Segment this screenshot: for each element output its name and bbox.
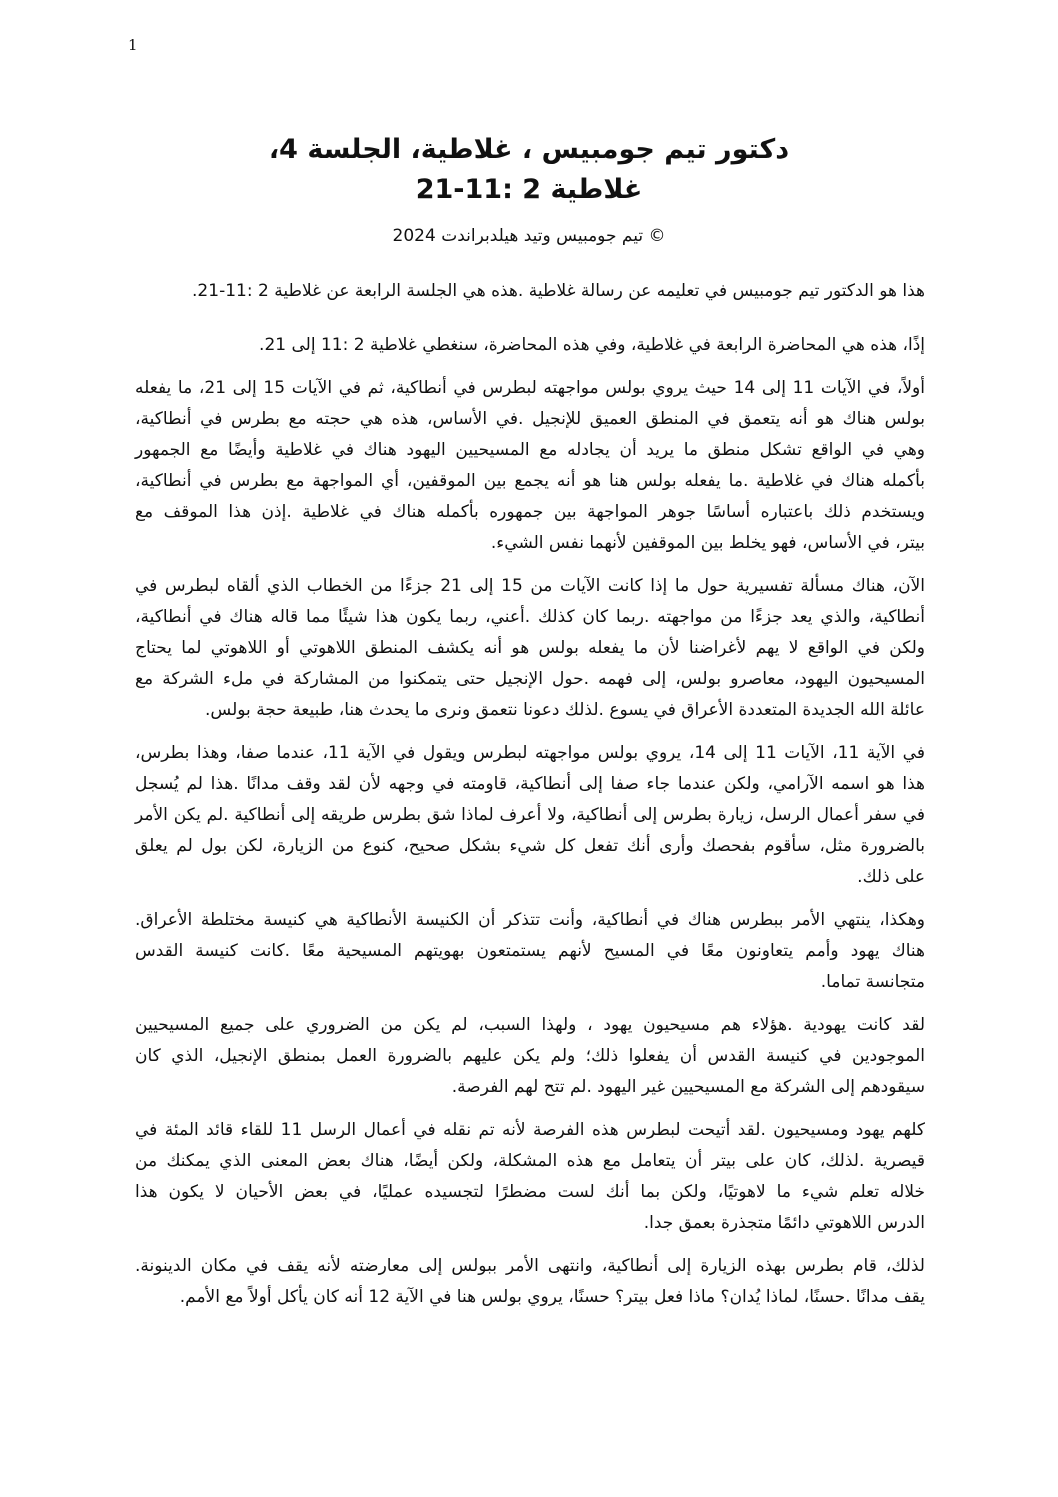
text-line: .الدرس اللاهوتي دائمًا متجذرة بعمق جدا (643, 1213, 925, 1233)
title-line: غلاطية 2 :11-21 (415, 174, 643, 205)
text-line: وهي في الواقع تشكل منطق ما يريد أن يجادله مع المسيحيين اليهود هناك في غلاطية وأيضًا مع الجمهور (135, 440, 925, 460)
text-line: ،في الآية 11، الآيات 11 إلى 14، يروي بولس مواجهته لبطرس ويقول في الآية 11، عندما صفا، وهذا بطرس (135, 743, 925, 763)
text-line: ،بأكمله هناك في غلاطية .ما يفعله بولس هنا هو أنه يجمع بين الموقفين، أي المواجهة مع بطرس في أنطاكية (135, 471, 925, 491)
text-line: ،بولس هناك هو أنه يتعمق في المنطق العميق للإنجيل .في الأساس، هذه هي حجته مع بطرس في أنطاكية (135, 409, 925, 429)
document-title (0, 130, 1058, 210)
text-line: .على ذلك (857, 867, 925, 887)
text-line: المسيحيون اليهود، معاصرو بولس، إلى فهمه .حول الإنجيل حتى يتمكنوا من المشاركة في ملء الشركة مع (135, 669, 925, 689)
text-line: في سفر أعمال الرسل، زيارة بطرس إلى أنطاكية، ولا أعرف لماذا شق بطرس طريقه إلى أنطاكية .لم يكن الأمر (135, 805, 925, 825)
copyright-subtitle: تيم جومبيس وتيد هيلدبراندت 2024 © (392, 226, 666, 246)
text-line: الموجودين في كنيسة القدس أن يفعلوا ذلك؛ ولم يكن عليهم بالضرورة العمل بمنطق الإنجيل، الذي كان (135, 1046, 925, 1066)
text-line: .هذا هو الدكتور تيم جومبيس في تعليمه عن رسالة غلاطية .هذه هي الجلسة الرابعة عن غلاطية 2 :11-21 (192, 281, 925, 301)
paragraph (135, 905, 925, 998)
paragraph (135, 330, 925, 361)
text-line: هناك يهود وأمم يتعاونون معًا في المسيح لأنهم يستمتعون بهويتهم المسيحية معًا .كانت كنيسة القدس (135, 941, 925, 961)
document-body (135, 276, 925, 1313)
text-line: ولكن في الواقع لا يهم لأغراضنا لأن ما يفعله بولس هو أنه يكشف المنطق اللاهوتي أو اللاهوتي لما يحتاج (135, 638, 925, 658)
text-line: .يقف مدانًا .حسنًا، لماذا يُدان؟ ماذا فعل بيتر؟ حسنًا، يروي بولس هنا في الآية 12 أنه كان يأكل أولاً مع الأمم (179, 1287, 925, 1307)
text-line: هذا هو اسمه الآرامي، ولكن عندما جاء صفا إلى أنطاكية، قاومته في وجهه لأن لقد وقف مدانًا .هذا لم يُسجل (135, 774, 925, 794)
text-line: .لذلك، قام بطرس بهذه الزيارة إلى أنطاكية، وانتهى الأمر ببولس إلى معارضته لأنه يقف في مكان الدينونة (135, 1256, 925, 1276)
text-line: أولاً، في الآيات 11 إلى 14 حيث يروي بولس مواجهته لبطرس في أنطاكية، ثم في الآيات 15 إلى 21، ما يفعله (135, 378, 925, 398)
page-number: 1 (128, 36, 138, 54)
paragraph (135, 1251, 925, 1313)
text-line: ويستخدم ذلك باعتباره أساسًا جوهر المواجهة بين جمهوره بأكمله هناك في غلاطية .إذن هذا الموقف مع (135, 502, 925, 522)
text-line: خلاله تعلم شيء ما لاهوتيًا، ولكن بما أنك لست مضطرًا لتجسيده عمليًا، في بعض الأحيان لا يكون هذا (135, 1182, 925, 1202)
text-line: كلهم يهود ومسيحيون .لقد أتيحت لبطرس هذه الفرصة لأنه تم نقله في أعمال الرسل 11 للقاء قائد المئة في (135, 1120, 925, 1140)
text-line: بالضرورة مثل، سأقوم بفحصك وأرى أنك تفعل كل شيء بشكل صحيح، كنوع من الزيارة، لكن بول لم يعلق (135, 836, 925, 856)
text-line: .سيقودهم إلى الشركة مع المسيحيين غير اليهود .لم تتح لهم الفرصة (451, 1077, 925, 1097)
text-line: .إذًا، هذه هي المحاضرة الرابعة في غلاطية، وفي هذه المحاضرة، سنغطي غلاطية 2 :11 إلى 21 (259, 335, 925, 355)
title-line: ،دكتور تيم جومبيس ، غلاطية، الجلسة 4 (268, 134, 790, 165)
paragraph (135, 571, 925, 726)
text-line: قيصرية .لذلك، كان على بيتر أن يتعامل مع هذه المشكلة، ولكن أيضًا، هناك بعض المعنى الذي يمكنك من (135, 1151, 925, 1171)
text-line: .وهكذا، ينتهي الأمر ببطرس هناك في أنطاكية، وأنت تتذكر أن الكنيسة الأنطاكية هي كنيسة مختلطة الأعراق (135, 910, 925, 930)
text-line: .متجانسة تماما (820, 972, 925, 992)
paragraph (135, 1010, 925, 1103)
text-line: .عائلة الله الجديدة المتعددة الأعراق في يسوع .لذلك دعونا نتعمق ونرى ما يحدث هنا، طبيعة حجة بولس (205, 700, 925, 720)
text-line: ،أنطاكية، والذي يعد جزءًا من مواجهته .ربما كان كذلك .أعني، ربما يكون هذا شيئًا مما قاله هناك في أنطاكية (135, 607, 925, 627)
paragraph (135, 738, 925, 893)
paragraph (135, 373, 925, 559)
paragraph (135, 276, 925, 307)
paragraph (135, 1115, 925, 1239)
text-line: لقد كانت يهودية .هؤلاء هم مسيحيون يهود ، ولهذا السبب، لم يكن من الضروري على جميع المسيحيين (135, 1015, 925, 1035)
text-line: الآن، هناك مسألة تفسيرية حول ما إذا كانت الآيات من 15 إلى 21 جزءًا من الخطاب الذي ألقاه لبطرس في (135, 576, 925, 596)
text-line: .بيتر، في الأساس، فهو يخلط بين الموقفين لأنهما نفس الشيء (490, 533, 925, 553)
